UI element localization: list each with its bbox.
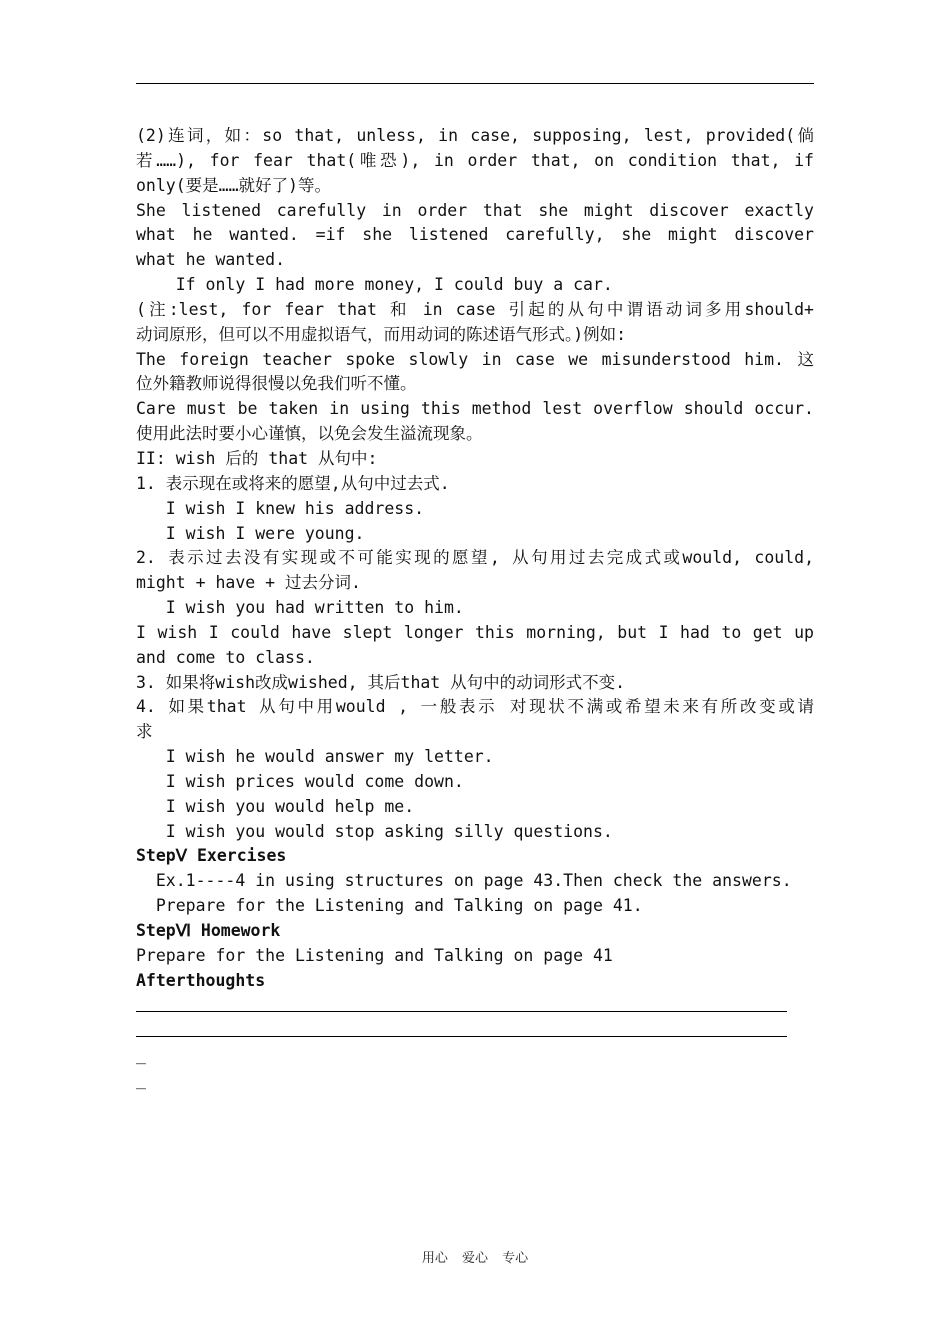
afterthoughts-blank-line: [136, 994, 814, 1019]
step6-text: Prepare for the Listening and Talking on page 41: [136, 945, 613, 965]
example-sentence: I wish you would stop asking silly questions.: [136, 821, 613, 841]
example-sentence: I wish he would answer my letter.: [136, 747, 494, 767]
afterthoughts-dash: _: [136, 1070, 146, 1090]
example-sentence: I wish prices would come down.: [136, 771, 464, 791]
translation-line: 位外籍教师说得很慢以免我们听不懂。: [136, 374, 417, 394]
rule-item: 求: [136, 722, 153, 742]
example-sentence: and come to class.: [136, 647, 315, 667]
rule-item: 3. 如果将wish改成wished, 其后that 从句中的动词形式不变.: [136, 672, 626, 692]
rule-item: 2. 表示过去没有实现或不可能实现的愿望, 从句用过去完成式或would, could,: [136, 548, 814, 568]
text-line: only(要是……就好了)等。: [136, 175, 331, 195]
example-sentence: what he wanted.: [136, 250, 286, 270]
text-line: (2)连词，如：so that, unless, in case, supposing, lest, provided(倘: [136, 126, 814, 145]
step5-item: Prepare for the Listening and Talking on page 41.: [136, 896, 643, 916]
header-rule: [136, 83, 814, 84]
translation-line: 使用此法时要小心谨慎，以免会发生溢流现象。: [136, 424, 483, 444]
example-sentence: The foreign teacher spoke slowly in case we misunderstood him. 这: [136, 349, 814, 369]
example-sentence: If only I had more money, I could buy a car.: [136, 275, 613, 295]
step6-heading: StepⅥ Homework: [136, 921, 281, 940]
note-line: (注:lest, for fear that 和 in case 引起的从句中谓语动词多用should+: [136, 299, 814, 319]
example-sentence: I wish you would help me.: [136, 796, 415, 816]
example-sentence: I wish I knew his address.: [136, 498, 425, 518]
section-title: II: wish 后的 that 从句中:: [136, 448, 378, 468]
page-footer: 用心 爱心 专心: [421, 1251, 529, 1266]
afterthoughts-heading: Afterthoughts: [136, 970, 266, 990]
rule-item: 4. 如果that 从句中用would , 一般表示 对现状不满或希望未来有所改变或请: [136, 697, 814, 717]
step5-heading: StepⅤ Exercises: [136, 846, 287, 866]
rule-item: might + have + 过去分词.: [136, 573, 361, 593]
example-sentence: I wish I were young.: [136, 523, 365, 543]
example-sentence: I wish I could have slept longer this morning, but I had to get up: [136, 622, 814, 642]
example-sentence: I wish you had written to him.: [136, 598, 464, 618]
example-sentence: what he wanted. =if she listened carefully, she might discover: [136, 225, 814, 245]
note-line: 动词原形，但可以不用虚拟语气，而用动词的陈述语气形式。)例如:: [136, 324, 627, 344]
afterthoughts-blank-line: [136, 1018, 814, 1043]
rule-item: 1. 表示现在或将来的愿望,从句中过去式.: [136, 473, 450, 493]
document-body: [136, 124, 814, 1093]
example-sentence: Care must be taken in using this method lest overflow should occur.: [136, 399, 814, 419]
example-sentence: She listened carefully in order that she might discover exactly: [136, 200, 814, 220]
step5-item: Ex.1----4 in using structures on page 43.Then check the answers.: [136, 871, 792, 891]
text-line: 若……), for fear that(唯恐), in order that, on condition that, if: [136, 150, 814, 170]
afterthoughts-dash: _: [136, 1045, 146, 1065]
